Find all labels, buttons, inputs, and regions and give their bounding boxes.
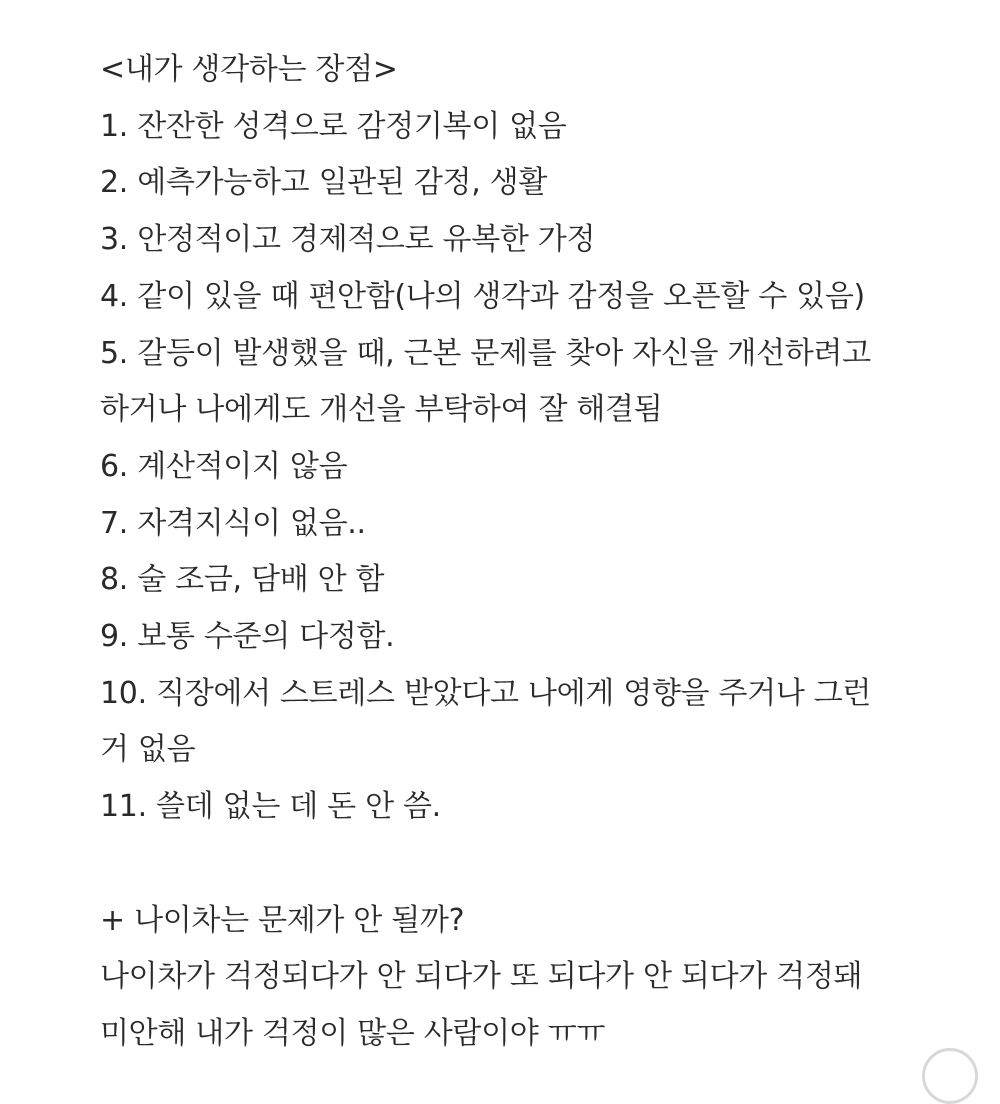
post-body — [100, 42, 980, 1063]
list-item: 11. 쓸데 없는 데 돈 안 씀. — [100, 789, 441, 825]
list-item: 6. 계산적이지 않음 — [100, 448, 348, 484]
list-item: 1. 잔잔한 성격으로 감정기복이 없음 — [100, 108, 567, 144]
footer-question: + 나이차는 문제가 안 될까? — [100, 902, 465, 938]
partial-circle-icon — [922, 1048, 978, 1104]
list-item: 3. 안정적이고 경제적으로 유복한 가정 — [100, 222, 596, 258]
list-item: 5. 갈등이 발생했을 때, 근본 문제를 찾아 자신을 개선하려고 — [100, 335, 871, 371]
list-item: 2. 예측가능하고 일관된 감정, 생활 — [100, 165, 548, 201]
list-item: 7. 자격지식이 없음.. — [100, 505, 366, 541]
list-item-continuation: 거 없음 — [100, 732, 196, 768]
spacer — [100, 836, 980, 893]
list-item: 9. 보통 수준의 다정함. — [100, 619, 395, 655]
footer-line: 미안해 내가 걱정이 많은 사람이야 ㅠㅠ — [100, 1015, 606, 1051]
list-heading: <내가 생각하는 장점> — [100, 52, 398, 87]
footer-line: 나이차가 걱정되다가 안 되다가 또 되다가 안 되다가 걱정돼 — [100, 959, 863, 995]
list-item: 4. 같이 있을 때 편안함(나의 생각과 감정을 오픈할 수 있음) — [100, 278, 865, 314]
list-item-continuation: 하거나 나에게도 개선을 부탁하여 잘 해결됨 — [100, 392, 663, 428]
list-item: 10. 직장에서 스트레스 받았다고 나에게 영향을 주거나 그런 — [100, 675, 872, 711]
list-item: 8. 술 조금, 담배 안 함 — [100, 562, 385, 598]
